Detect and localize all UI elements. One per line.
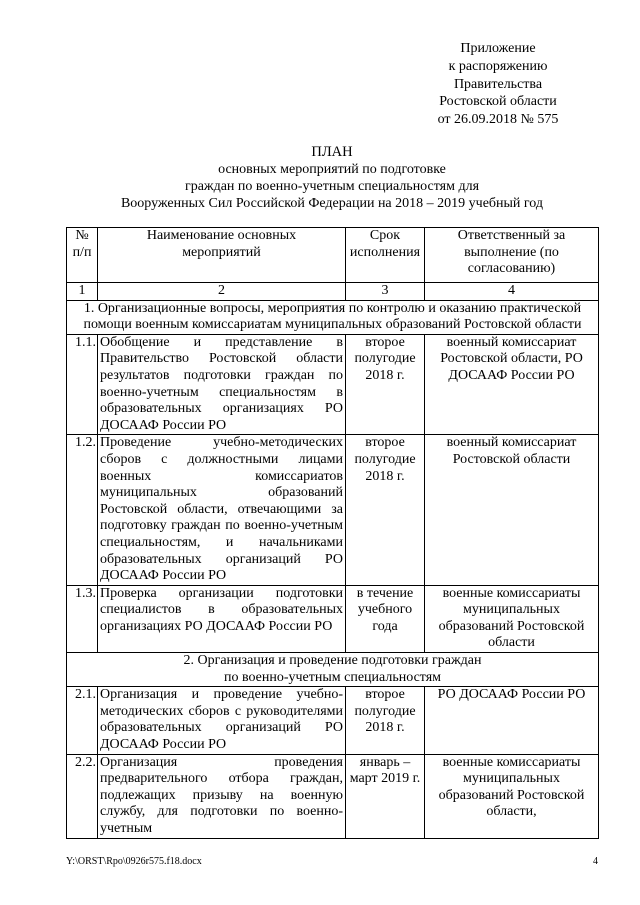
row-num: 2.1. <box>67 687 98 754</box>
column-numbers-row <box>67 283 599 301</box>
appendix-header <box>398 40 598 129</box>
row-name: Обобщение и представление в Правительство Ростовской области результатов подготовки граждан по военно-учетным специальностям в образовательных организациях РО ДОСААФ России РО <box>98 334 346 435</box>
row-name: Проведение учебно-методических сборов с должностными лицами военных комиссариатов муниципальных образований Ростовской области, отвечающими за подготовку граждан по военно-учетным специальностям, и начальниками образовательных организаций РО ДОСААФ России РО <box>98 435 346 585</box>
section-row <box>67 653 599 687</box>
table-row <box>67 585 599 652</box>
row-term: январь – март 2019 г. <box>346 754 425 838</box>
page-number: 4 <box>593 856 598 867</box>
plan-subtitle-line: основных мероприятий по подготовке <box>218 162 446 177</box>
table-row <box>67 334 599 435</box>
row-term: второе полугодие 2018 г. <box>346 435 425 585</box>
section-row <box>67 300 599 334</box>
table-row <box>67 687 599 754</box>
row-name: Проверка организации подготовки специалистов в образовательных организациях РО ДОСААФ России РО <box>98 585 346 652</box>
plan-heading <box>66 143 598 212</box>
section-title: 1. Организационные вопросы, мероприятия по контролю и оказанию практической помощи военным комиссариатам муниципальных образований Ростовской области <box>67 300 599 334</box>
row-resp: военный комиссариат Ростовской области, РО ДОСААФ России РО <box>425 334 599 435</box>
plan-subtitle-line: граждан по военно-учетным специальностям для <box>184 179 480 194</box>
plan-title: ПЛАН <box>311 144 353 160</box>
row-num: 1.3. <box>67 585 98 652</box>
row-name: Организация и проведение учебно-методических сборов с руководителями образовательных организаций РО ДОСААФ России РО <box>98 687 346 754</box>
table-header-row <box>67 228 599 283</box>
appendix-line: к распоряжению <box>448 58 548 74</box>
table-row <box>67 435 599 585</box>
column-number: 3 <box>346 283 425 301</box>
row-resp: военный комиссариат Ростовской области <box>425 435 599 585</box>
appendix-line: Ростовской области <box>439 94 557 110</box>
row-term: второе полугодие 2018 г. <box>346 334 425 435</box>
column-number: 2 <box>98 283 346 301</box>
row-num: 1.2. <box>67 435 98 585</box>
appendix-line: от 26.09.2018 № 575 <box>437 112 559 128</box>
appendix-line: Правительства <box>453 76 543 92</box>
header-num: № п/п <box>67 228 98 283</box>
row-resp: военные комиссариаты муниципальных образований Ростовской области, <box>425 754 599 838</box>
column-number: 4 <box>425 283 599 301</box>
header-resp: Ответственный за выполнение (по согласованию) <box>425 228 599 283</box>
file-path: Y:\ORST\Rpo\0926r575.f18.docx <box>66 856 202 867</box>
row-num: 2.2. <box>67 754 98 838</box>
plan-table <box>66 227 599 839</box>
row-name: Организация проведения предварительного отбора граждан, подлежащих призыву на военную службу, для подготовки по военно-учетным <box>98 754 346 838</box>
column-number: 1 <box>67 283 98 301</box>
row-term: в течение учебного года <box>346 585 425 652</box>
row-term: второе полугодие 2018 г. <box>346 687 425 754</box>
table-row <box>67 754 599 838</box>
row-resp: военные комиссариаты муниципальных образований Ростовской области <box>425 585 599 652</box>
appendix-line: Приложение <box>460 41 536 56</box>
section-title: 2. Организация и проведение подготовки граждан по военно-учетным специальностям <box>67 653 599 687</box>
plan-subtitle-line: Вооруженных Сил Российской Федерации на 2018 – 2019 учебный год <box>120 196 544 211</box>
header-term: Срок исполнения <box>346 228 425 283</box>
header-name: Наименование основных мероприятий <box>98 228 346 283</box>
row-resp: РО ДОСААФ России РО <box>425 687 599 754</box>
row-num: 1.1. <box>67 334 98 435</box>
